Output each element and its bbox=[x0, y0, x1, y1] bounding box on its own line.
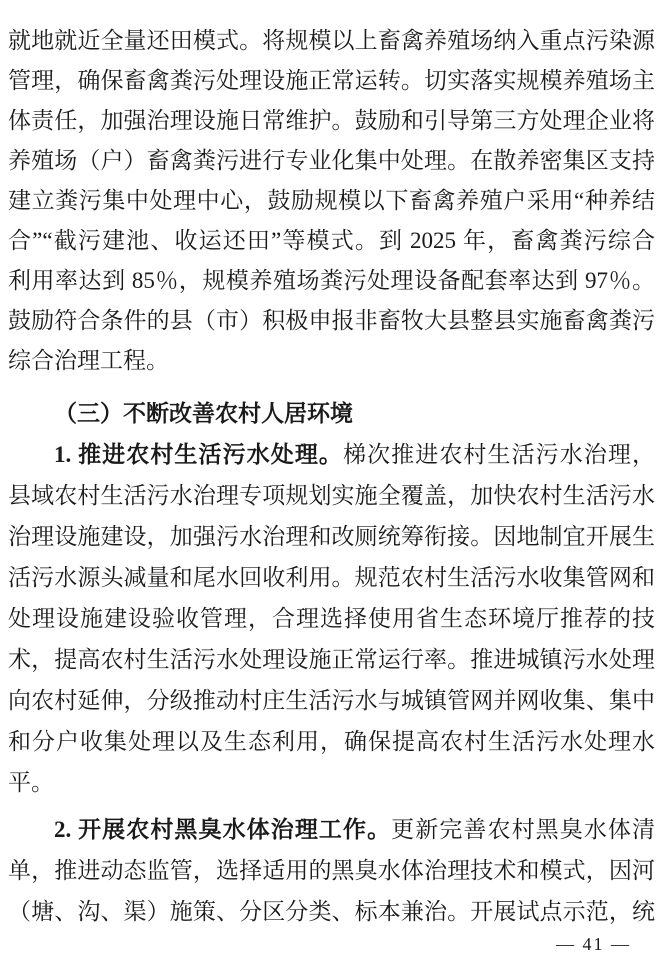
body-text: 利用率达到 85％，规模养殖场粪污处理设备配套率达到 97％。 bbox=[8, 268, 655, 293]
body-text: 体责任，加强治理设施日常维护。鼓励和引导第三方处理企业将 bbox=[8, 108, 655, 133]
page-number: — 41 — bbox=[556, 934, 631, 954]
body-text: 和分户收集处理以及生态利用，确保提高农村生活污水处理水 bbox=[8, 729, 655, 754]
body-text: 活污水源头减量和尾水回收利用。规范农村生活污水收集管网和 bbox=[8, 565, 655, 590]
p1-line-6 bbox=[8, 221, 655, 261]
body-text: 合”“截污建池、收运还田”等模式。到 2025 年，畜禽粪污综合 bbox=[8, 228, 655, 253]
body-text: 平。 bbox=[8, 770, 54, 795]
p1-line-9 bbox=[8, 341, 655, 381]
p3-line-1 bbox=[8, 809, 655, 850]
p2-line-5 bbox=[8, 598, 655, 639]
body-text: 梯次推进农村生活污水治理， bbox=[343, 442, 655, 467]
p1-line-1 bbox=[8, 21, 655, 61]
p1-line-5 bbox=[8, 181, 655, 221]
bold-lead-text: （三）不断改善农村人居环境 bbox=[54, 401, 353, 426]
p2-line-7 bbox=[8, 680, 655, 721]
p2-line-6 bbox=[8, 639, 655, 680]
bold-lead-text: 1. 推进农村生活污水处理。 bbox=[54, 442, 343, 467]
body-text: 向农村延伸，分级推动村庄生活污水与城镇管网并网收集、集中 bbox=[8, 688, 655, 713]
body-text: 单，推进动态监管，选择适用的黑臭水体治理技术和模式，因河 bbox=[8, 858, 655, 883]
p1-line-4 bbox=[8, 141, 655, 181]
body-text: 县域农村生活污水治理专项规划实施全覆盖，加快农村生活污水 bbox=[8, 483, 655, 508]
p2-line-3 bbox=[8, 516, 655, 557]
body-text: 就地就近全量还田模式。将规模以上畜禽养殖场纳入重点污染源 bbox=[8, 28, 655, 53]
p3-line-3 bbox=[8, 891, 655, 932]
body-text: 建立粪污集中处理中心，鼓励规模以下畜禽养殖户采用“种养结 bbox=[8, 188, 655, 213]
body-text: （塘、沟、渠）施策、分区分类、标本兼治。开展试点示范，统 bbox=[8, 899, 655, 924]
body-text: 处理设施建设验收管理，合理选择使用省生态环境厅推荐的技 bbox=[8, 606, 655, 631]
p1-line-7 bbox=[8, 261, 655, 301]
p2-line-4 bbox=[8, 557, 655, 598]
p1-line-8 bbox=[8, 301, 655, 341]
body-text: 鼓励符合条件的县（市）积极申报非畜牧大县整县实施畜禽粪污 bbox=[8, 308, 655, 333]
p3-line-2 bbox=[8, 850, 655, 891]
text-area bbox=[8, 21, 655, 932]
section-heading-3 bbox=[8, 393, 655, 434]
p2-line-8 bbox=[8, 721, 655, 762]
p2-line-9 bbox=[8, 762, 655, 803]
p2-line-1 bbox=[8, 434, 655, 475]
p1-line-2 bbox=[8, 61, 655, 101]
body-text: 治理设施建设，加强污水治理和改厕统筹衔接。因地制宜开展生 bbox=[8, 524, 655, 549]
body-text: 养殖场（户）畜禽粪污进行专业化集中处理。在散养密集区支持 bbox=[8, 148, 655, 173]
p1-line-3 bbox=[8, 101, 655, 141]
body-text: 综合治理工程。 bbox=[8, 348, 169, 373]
p2-line-2 bbox=[8, 475, 655, 516]
body-text: 管理，确保畜禽粪污处理设施正常运转。切实落实规模养殖场主 bbox=[8, 68, 655, 93]
body-text: 术，提高农村生活污水处理设施正常运行率。推进城镇污水处理 bbox=[8, 647, 655, 672]
body-text: 更新完善农村黑臭水体清 bbox=[391, 817, 655, 842]
bold-lead-text: 2. 开展农村黑臭水体治理工作。 bbox=[54, 817, 392, 842]
